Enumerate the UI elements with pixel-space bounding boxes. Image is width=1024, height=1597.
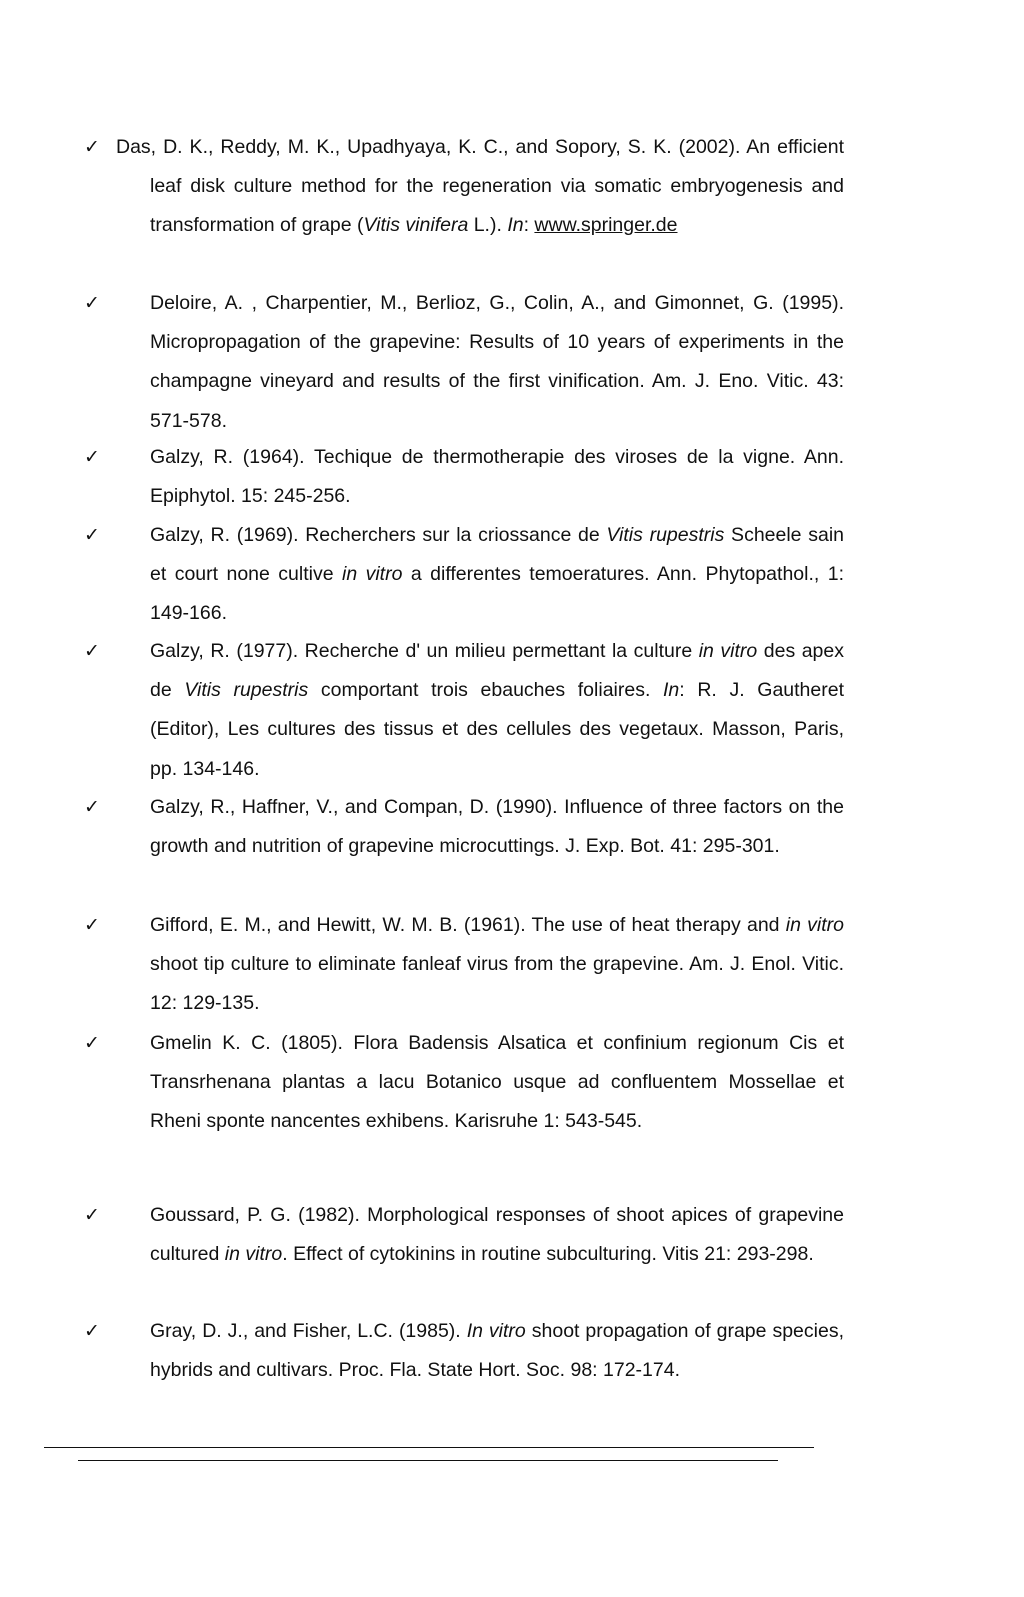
reference-text [150, 1196, 844, 1274]
reference-item [84, 438, 844, 516]
reference-italic-segment: Vitis rupestris [606, 524, 725, 546]
reference-italic-segment: in vitro [341, 563, 403, 586]
check-icon: ✓ [84, 1205, 100, 1226]
reference-italic-segment: In vitro [466, 1320, 526, 1342]
reference-text-segment: Galzy, R. (1969). Recherchers sur la criossance de [150, 524, 607, 546]
reference-text-segment: Galzy, R., Haffner, V., and Compan, D. (1990). Influence of three factors on the growth and nutrition of grapevine microcuttings. J. Exp. Bot. 41: 295-301. [150, 796, 844, 858]
reference-text [150, 906, 844, 1024]
reference-text-segment: : R. J. Gautheret (Editor), Les cultures des tissus et des cellules des vegetaux. Masson, Paris, pp. 134-146. [150, 679, 845, 780]
reference-italic-segment: In [663, 679, 680, 702]
check-icon: ✓ [84, 1321, 100, 1342]
reference-text-segment: Gray, D. J., and Fisher, L.C. (1985). [150, 1320, 467, 1342]
reference-text-segment: shoot tip culture to eliminate fanleaf virus from the grapevine. Am. J. Enol. Vitic. 12: 129-135. [150, 953, 844, 1015]
reference-text [150, 284, 844, 441]
reference-text-segment: shoot propagation of grape species, hybrids and cultivars. Proc. Fla. State Hort. Soc. 98: 172-174. [150, 1320, 844, 1382]
check-icon: ✓ [84, 797, 100, 818]
reference-item [84, 632, 844, 789]
check-icon: ✓ [84, 525, 100, 546]
reference-link[interactable]: www.springer.de [534, 214, 678, 237]
reference-item [84, 128, 844, 246]
footer-rule-bottom [78, 1460, 778, 1461]
reference-text-segment: L.). [468, 214, 508, 237]
reference-text-segment: des apex de [150, 640, 844, 702]
check-icon: ✓ [84, 1033, 100, 1054]
reference-item [84, 516, 844, 634]
reference-text-segment: Das, D. K., Reddy, M. K., Upadhyaya, K. C., and Sopory, S. K. (2002). An efficient leaf disk culture method for the regeneration via somatic embryogenesis and transformation of grape ( [116, 136, 844, 237]
reference-text-segment: Galzy, R. (1977). Recherche d' un milieu permettant la culture [150, 640, 699, 662]
reference-text-segment: : [523, 214, 535, 237]
reference-item [84, 1312, 844, 1390]
reference-text-segment: Gifford, E. M., and Hewitt, W. M. B. (1961). The use of heat therapy and [150, 914, 786, 936]
reference-item [84, 788, 844, 866]
check-icon: ✓ [84, 137, 100, 158]
check-icon: ✓ [84, 641, 100, 662]
check-icon: ✓ [84, 447, 100, 468]
reference-item [84, 906, 844, 1024]
reference-text [150, 516, 844, 634]
reference-italic-segment: in vitro [224, 1243, 283, 1266]
reference-text-segment: Goussard, P. G. (1982). Morphological responses of shoot apices of grapevine cultured [150, 1204, 844, 1266]
reference-text [150, 632, 844, 789]
check-icon: ✓ [84, 293, 100, 314]
reference-text [150, 788, 844, 866]
reference-text-segment: Deloire, A. , Charpentier, M., Berlioz, G., Colin, A., and Gimonnet, G. (1995). Micropropagation of the grapevine: Results of 10 years of experiments in the champagne vineyard and results of the first vinification. Am. J. Eno. Vitic. 43: 571-578. [150, 292, 844, 432]
reference-text [116, 128, 844, 246]
reference-text [150, 1024, 844, 1142]
reference-text-segment: Scheele sain et court none cultive [150, 524, 844, 586]
reference-italic-segment: in vitro [785, 914, 844, 936]
reference-item [84, 284, 844, 441]
reference-item [84, 1024, 844, 1142]
reference-text-segment: Galzy, R. (1964). Techique de thermotherapie des viroses de la vigne. Ann. Epiphytol. 15: 245-256. [150, 446, 844, 508]
reference-text-segment: . Effect of cytokinins in routine subculturing. Vitis 21: 293-298. [282, 1243, 814, 1266]
reference-text [150, 1312, 844, 1390]
reference-item [84, 1196, 844, 1274]
footer-rule-top [44, 1447, 814, 1448]
reference-italic-segment: Vitis rupestris [184, 679, 309, 702]
check-icon: ✓ [84, 915, 100, 936]
reference-text-segment: comportant trois ebauches foliaires. [308, 679, 664, 702]
reference-text [150, 438, 844, 516]
reference-text-segment: Gmelin K. C. (1805). Flora Badensis Alsatica et confinium regionum Cis et Transrhenana plantas a lacu Botanico usque ad confluentem Mossellae et Rheni sponte nancentes exhibens. Karisruhe 1: 543-545. [150, 1032, 844, 1133]
reference-italic-segment: Vitis vinifera [363, 214, 469, 237]
reference-italic-segment: In [507, 214, 524, 237]
reference-italic-segment: in vitro [698, 640, 758, 662]
reference-text-segment: a differentes temoeratures. Ann. Phytopathol., 1: 149-166. [150, 563, 844, 625]
